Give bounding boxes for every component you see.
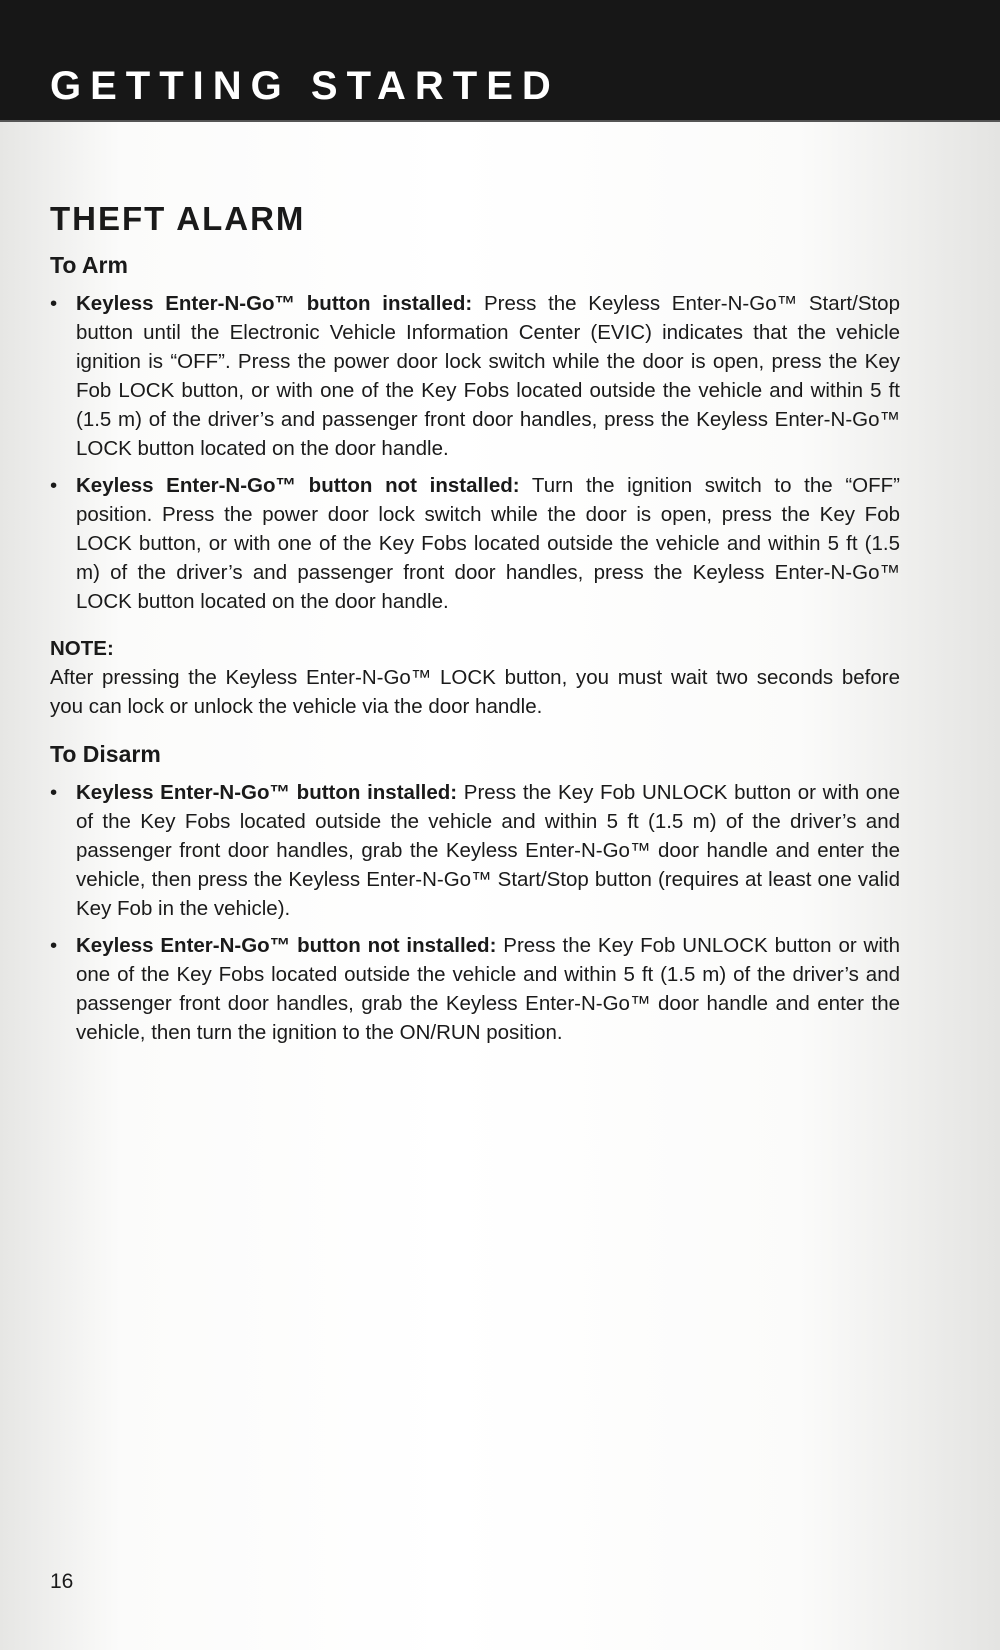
note-text: After pressing the Keyless Enter-N-Go™ LOCK button, you must wait two seconds before you can lock or unlock the vehicle via the door handle. [50,666,900,718]
list-item [50,471,900,616]
section-title: THEFT ALARM [50,200,306,237]
item-label: Keyless Enter-N-Go™ button installed: [76,781,458,804]
disarm-heading: To Disarm [50,741,161,767]
list-item [50,931,900,1047]
item-text: Press the Key Fob UNLOCK button or with one of the Key Fobs located outside the vehicle and within 5 ft (1.5 m) of the driver’s and passenger front door handles, grab the Keyless Enter-N-Go™ door handle and enter the vehicle, then turn the ignition to the ON/RUN position. [76,934,900,1044]
item-label: Keyless Enter-N-Go™ button installed: [76,292,473,315]
arm-list [50,289,900,616]
item-label: Keyless Enter-N-Go™ button not installed: [76,474,520,497]
item-text: Press the Key Fob UNLOCK button or with one of the Key Fobs located outside the vehicle and within 5 ft (1.5 m) of the driver’s and passenger front door handles, grab the Keyless Enter-N-Go™ door handle and enter the vehicle, then press the Keyless Enter-N-Go™ Start/Stop button (requires at least one valid Key Fob in the vehicle). [76,781,901,920]
arm-heading: To Arm [50,252,128,278]
list-item [50,778,900,923]
chapter-header [0,0,1000,122]
page-number: 16 [50,1570,74,1593]
disarm-list [50,778,900,1047]
item-text: Press the Keyless Enter-N-Go™ Start/Stop button until the Electronic Vehicle Information Center (EVIC) indicates that the vehicle ignition is “OFF”. Press the power door lock switch while the door is open, press the Key Fob LOCK button, or with one of the Key Fobs located outside the vehicle and within 5 ft (1.5 m) of the driver’s and passenger front door handles, press the Keyless Enter-N-Go™ LOCK button located on the door handle. [76,292,900,460]
page-content [50,200,900,1065]
list-item [50,289,900,463]
chapter-title: GETTING STARTED [50,64,560,108]
item-text: Turn the ignition switch to the “OFF” position. Press the power door lock switch while the door is open, press the Key Fob LOCK button, or with one of the Key Fobs located outside the vehicle and within 5 ft (1.5 m) of the driver’s and passenger front door handles, press the Keyless Enter-N-Go™ LOCK button located on the door handle. [76,474,900,613]
item-label: Keyless Enter-N-Go™ button not installed: [76,934,497,957]
note-label: NOTE: [50,637,114,660]
